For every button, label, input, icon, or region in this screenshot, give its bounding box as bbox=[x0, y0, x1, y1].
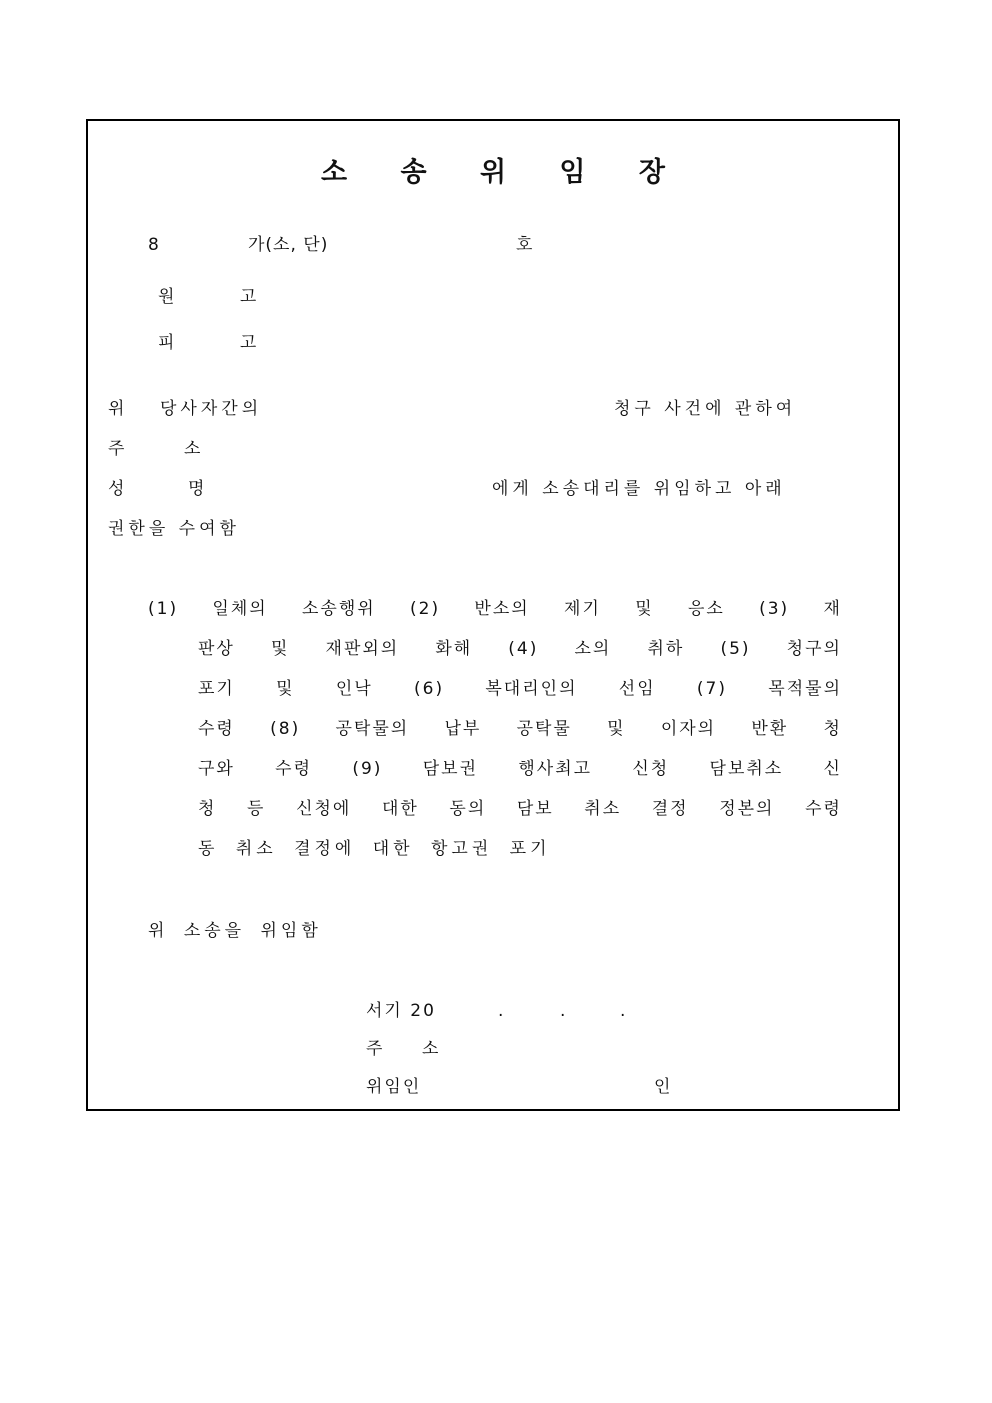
powers-word: 행사최고 bbox=[518, 759, 593, 779]
powers-word: (2) bbox=[410, 599, 441, 619]
document-frame bbox=[86, 119, 900, 1111]
powers-word: 신청 bbox=[632, 759, 670, 779]
sign-address-b: 소 bbox=[422, 1039, 442, 1059]
powers-word: 소의 bbox=[574, 639, 612, 659]
powers-word: 담보 bbox=[516, 799, 554, 819]
address-label-a: 주 bbox=[108, 439, 128, 459]
powers-word: 취소 bbox=[584, 799, 622, 819]
powers-word: (3) bbox=[759, 599, 790, 619]
powers-word: 대한 bbox=[381, 799, 419, 819]
powers-word: (4) bbox=[508, 639, 539, 659]
powers-word: 인낙 bbox=[335, 679, 373, 699]
powers-line-1 bbox=[148, 601, 842, 618]
powers-word: 및 bbox=[270, 639, 290, 659]
case-number-suffix: 호 bbox=[516, 235, 536, 255]
powers-word: 반환 bbox=[751, 719, 789, 739]
powers-word: 복대리인의 bbox=[485, 679, 578, 699]
powers-word: 공탁물의 bbox=[335, 719, 410, 739]
powers-word: 및 bbox=[607, 719, 626, 739]
delegation-text: 에게 소송대리를 위임하고 아래 bbox=[492, 479, 786, 499]
seal-mark: 인 bbox=[654, 1077, 674, 1097]
powers-line-4 bbox=[198, 721, 842, 738]
powers-word: (7) bbox=[696, 679, 728, 699]
parties-lead: 위 bbox=[108, 399, 128, 419]
date-dot-month: . bbox=[560, 1001, 569, 1021]
powers-word: 청구의 bbox=[786, 639, 842, 659]
powers-word: 수령 bbox=[805, 799, 842, 819]
claim-text: 청구 사건에 관하여 bbox=[614, 399, 797, 419]
powers-word: 정본의 bbox=[719, 799, 775, 819]
date-label: 서기 20 bbox=[366, 1001, 436, 1021]
powers-line-6 bbox=[198, 801, 842, 818]
delegate-statement: 위 소송을 위임함 bbox=[148, 921, 322, 941]
address-label-b: 소 bbox=[184, 439, 204, 459]
powers-word: 담보취소 bbox=[709, 759, 784, 779]
sign-address-a: 주 bbox=[366, 1039, 386, 1059]
powers-word: 공탁물 bbox=[516, 719, 572, 739]
date-dot-year: . bbox=[498, 1001, 507, 1021]
powers-word: 소송행위 bbox=[302, 599, 376, 619]
powers-word: 일체의 bbox=[212, 599, 268, 619]
powers-word: (9) bbox=[352, 759, 383, 779]
powers-word: 수령 bbox=[198, 719, 235, 739]
powers-word: 청 bbox=[823, 719, 842, 739]
powers-word: 및 bbox=[635, 599, 654, 619]
powers-word: 선임 bbox=[618, 679, 656, 699]
plaintiff-label: 원 고 bbox=[158, 287, 287, 307]
case-type: 가(소, 단) bbox=[248, 235, 329, 255]
date-dot-day: . bbox=[620, 1001, 629, 1021]
powers-word: 응소 bbox=[687, 599, 725, 619]
powers-word: 화해 bbox=[435, 639, 473, 659]
powers-word: 등 bbox=[247, 799, 266, 819]
powers-word: 제기 bbox=[564, 599, 601, 619]
powers-word: (5) bbox=[720, 639, 751, 659]
powers-word: 청 bbox=[198, 799, 217, 819]
name-label-b: 명 bbox=[188, 479, 208, 499]
powers-word: 동의 bbox=[449, 799, 487, 819]
document-title: 소 송 위 임 장 bbox=[320, 157, 687, 188]
delegator-label: 위임인 bbox=[366, 1077, 422, 1097]
powers-word: 담보권 bbox=[422, 759, 479, 779]
powers-line-7: 동 취소 결정에 대한 항고권 포기 bbox=[198, 839, 551, 859]
powers-word: (1) bbox=[148, 599, 179, 619]
name-label-a: 성 bbox=[108, 479, 128, 499]
powers-word: (8) bbox=[270, 719, 301, 739]
powers-word: 결정 bbox=[651, 799, 689, 819]
powers-word: 목적물의 bbox=[768, 679, 842, 699]
powers-line-5 bbox=[198, 761, 842, 778]
powers-line-3 bbox=[198, 681, 842, 698]
powers-word: 재 bbox=[823, 599, 842, 619]
powers-word: 신청에 bbox=[296, 799, 352, 819]
powers-word: 재판외의 bbox=[325, 639, 400, 659]
powers-word: 판상 bbox=[198, 639, 235, 659]
powers-word: 및 bbox=[276, 679, 295, 699]
powers-word: 반소의 bbox=[474, 599, 530, 619]
parties-text: 당사자간의 bbox=[160, 399, 263, 419]
defendant-label: 피 고 bbox=[158, 333, 287, 353]
powers-word: 수령 bbox=[275, 759, 313, 779]
powers-word: (6) bbox=[414, 679, 445, 699]
powers-word: 구와 bbox=[198, 759, 235, 779]
powers-line-2 bbox=[198, 641, 842, 658]
powers-word: 납부 bbox=[444, 719, 482, 739]
grant-text: 권한을 수여함 bbox=[108, 519, 240, 539]
powers-word: 신 bbox=[823, 759, 842, 779]
powers-word: 이자의 bbox=[660, 719, 717, 739]
powers-word: 포기 bbox=[198, 679, 235, 699]
case-year: 8 bbox=[148, 235, 162, 255]
powers-word: 취하 bbox=[647, 639, 685, 659]
